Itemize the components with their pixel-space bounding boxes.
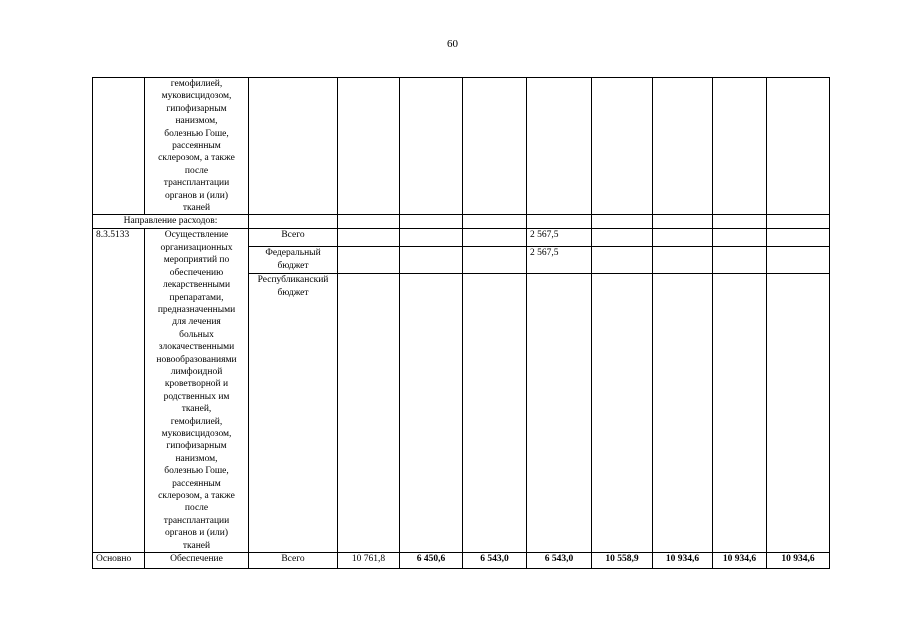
value-cell xyxy=(713,78,767,215)
value-cell xyxy=(767,247,830,274)
value-cell xyxy=(713,247,767,274)
value-cell xyxy=(527,274,592,553)
empty-cell xyxy=(767,215,830,229)
empty-cell xyxy=(713,215,767,229)
code-cell: Основно xyxy=(93,553,145,569)
value-cell xyxy=(463,78,527,215)
value-cell xyxy=(653,247,713,274)
value-cell xyxy=(653,229,713,247)
value-cell: 10 934,6 xyxy=(653,553,713,569)
value-cell xyxy=(527,78,592,215)
value-cell: 6 450,6 xyxy=(400,553,463,569)
value-cell xyxy=(767,229,830,247)
empty-cell xyxy=(249,215,338,229)
value-cell xyxy=(767,274,830,553)
value-cell xyxy=(338,274,400,553)
value-cell xyxy=(338,229,400,247)
value-cell xyxy=(400,274,463,553)
value-cell: 10 761,8 xyxy=(338,553,400,569)
value-cell: 10 934,6 xyxy=(713,553,767,569)
value-cell xyxy=(463,247,527,274)
value-cell: 10 558,9 xyxy=(592,553,653,569)
empty-cell xyxy=(592,215,653,229)
table-row xyxy=(93,553,830,569)
description-cell: Осуществление организационных мероприятий по обеспечению лекарственными препаратами, предназначенными для лечения больных злокачественными новообразованиями лимфоидной кроветворной и родственных им тканей, гемофилией, муковисцидозом, гипофизарным нанизмом, болезнью Гоше, рассеянным склерозом, а также после трансплантации органов и (или) тканей xyxy=(145,229,249,553)
value-cell xyxy=(338,247,400,274)
value-cell: 2 567,5 xyxy=(527,247,592,274)
description-cell: Обеспечение xyxy=(145,553,249,569)
value-cell: 2 567,5 xyxy=(527,229,592,247)
code-cell: 8.3.5133 xyxy=(93,229,145,553)
source-total: Всего xyxy=(249,229,338,247)
empty-cell xyxy=(463,215,527,229)
table-row xyxy=(93,78,830,215)
value-cell xyxy=(338,78,400,215)
empty-cell xyxy=(400,215,463,229)
value-cell xyxy=(653,274,713,553)
value-cell xyxy=(592,229,653,247)
empty-cell xyxy=(527,215,592,229)
value-cell: 6 543,0 xyxy=(463,553,527,569)
source-republic: Республиканский бюджет xyxy=(249,274,338,553)
description-cell: гемофилией, муковисцидозом, гипофизарным нанизмом, болезнью Гоше, рассеянным склерозом, а также после трансплантации органов и (или) тканей xyxy=(145,78,249,215)
value-cell xyxy=(592,247,653,274)
value-cell xyxy=(592,274,653,553)
value-cell xyxy=(400,78,463,215)
value-cell xyxy=(653,78,713,215)
section-label: Направление расходов: xyxy=(93,215,249,229)
code-cell xyxy=(93,78,145,215)
page-number: 60 xyxy=(447,38,458,50)
source-cell xyxy=(249,78,338,215)
value-cell xyxy=(400,229,463,247)
source-federal: Федеральный бюджет xyxy=(249,247,338,274)
value-cell: 6 543,0 xyxy=(527,553,592,569)
table-row xyxy=(93,229,830,247)
value-cell xyxy=(767,78,830,215)
budget-table xyxy=(92,77,830,569)
value-cell xyxy=(463,229,527,247)
value-cell xyxy=(713,274,767,553)
value-cell xyxy=(713,229,767,247)
section-row xyxy=(93,215,830,229)
value-cell: 10 934,6 xyxy=(767,553,830,569)
empty-cell xyxy=(653,215,713,229)
value-cell xyxy=(463,274,527,553)
value-cell xyxy=(400,247,463,274)
source-cell: Всего xyxy=(249,553,338,569)
value-cell xyxy=(592,78,653,215)
empty-cell xyxy=(338,215,400,229)
